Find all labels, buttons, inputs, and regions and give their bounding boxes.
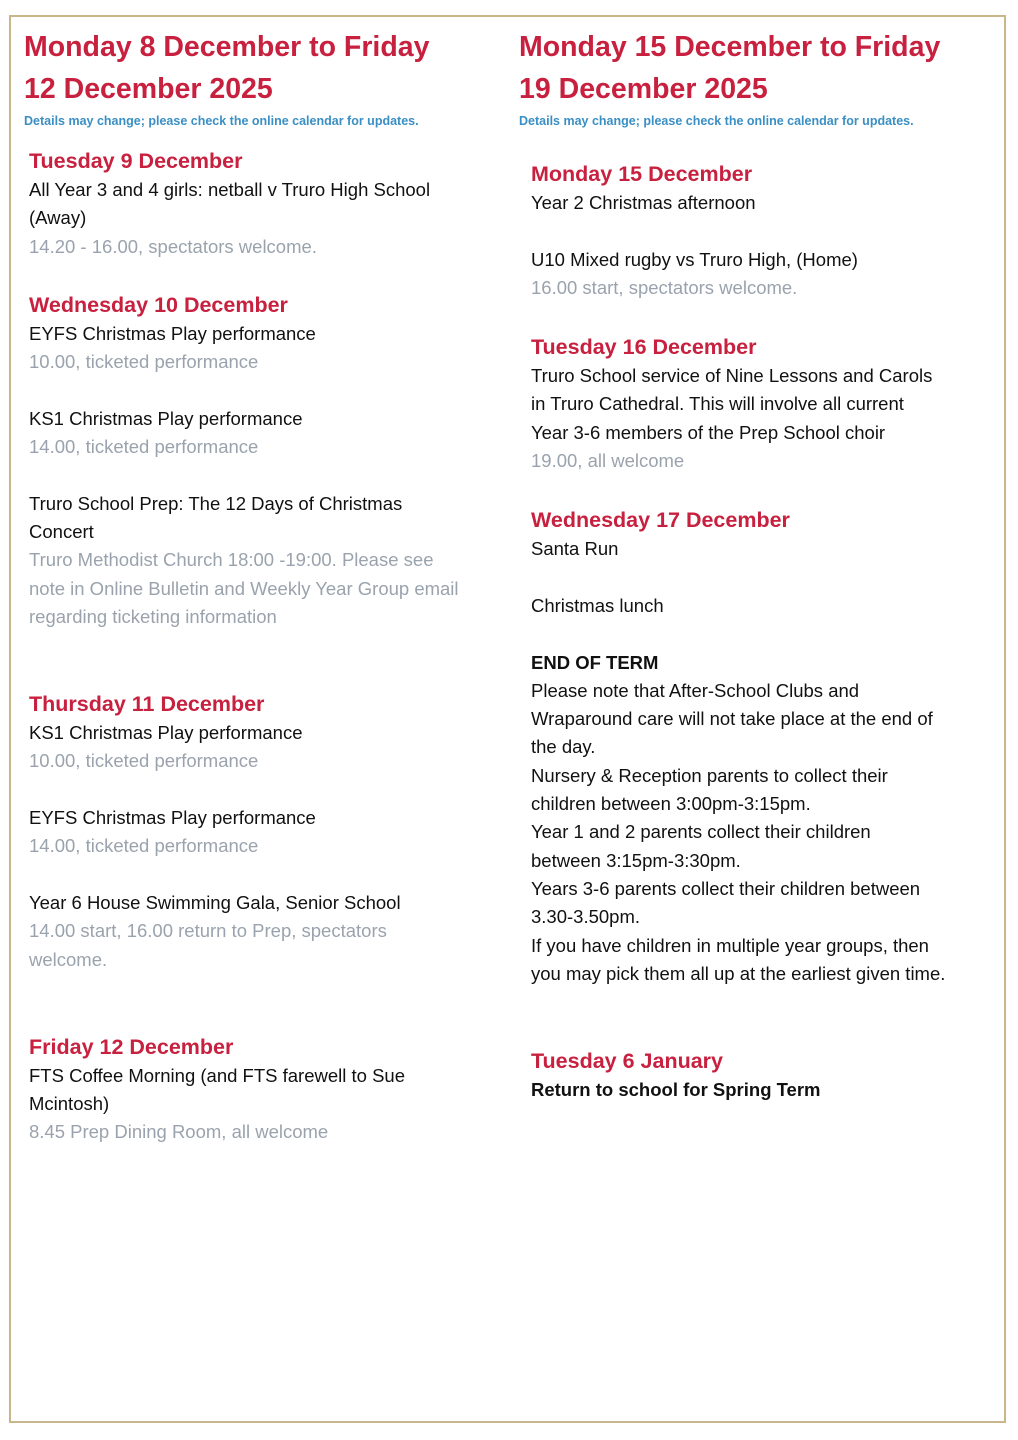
week-title-line: Monday 8 December to Friday	[24, 31, 430, 63]
notice-line: 3.30-3.50pm.	[531, 906, 641, 928]
event-title: U10 Mixed rugby vs Truro High, (Home)	[531, 248, 858, 270]
event-title: Santa Run	[531, 538, 619, 560]
day-thursday-11	[29, 689, 509, 974]
event-detail: 19.00, all welcome	[531, 450, 685, 472]
week-column-1	[24, 27, 509, 1147]
week-title	[519, 27, 999, 110]
event-detail-line: note in Online Bulletin and Weekly Year Group email	[29, 577, 459, 599]
notice-line: Nursery & Reception parents to collect their	[531, 764, 888, 786]
event-detail: 10.00, ticketed performance	[29, 750, 259, 772]
notice-line: Wraparound care will not take place at the end of	[531, 708, 933, 730]
event-title-line: (Away)	[29, 207, 87, 229]
week-title-line: 12 December 2025	[24, 72, 273, 105]
day-heading: Tuesday 9 December	[29, 149, 243, 173]
event-detail-line: regarding ticketing information	[29, 605, 277, 627]
day-friday-12	[29, 1032, 509, 1147]
event-detail: 16.00 start, spectators welcome.	[531, 276, 798, 298]
day-heading: Monday 15 December	[531, 162, 753, 186]
notice-line: Year 1 and 2 parents collect their children	[531, 821, 871, 843]
day-tuesday-6-january	[531, 1046, 999, 1104]
event-detail	[29, 917, 509, 974]
event-detail-line: welcome.	[29, 948, 108, 970]
week-title-line: 19 December 2025	[519, 72, 768, 105]
event-title-line: Truro School Prep: The 12 Days of Christmas	[29, 492, 403, 514]
event-title-line: Concert	[29, 520, 94, 542]
event-title-line: Mcintosh)	[29, 1093, 110, 1115]
day-heading: Wednesday 10 December	[29, 292, 288, 317]
event-title: KS1 Christmas Play performance	[29, 722, 303, 744]
event-title	[29, 490, 509, 547]
day-heading: Friday 12 December	[29, 1034, 234, 1059]
day-tuesday-9	[29, 146, 509, 261]
disclaimer: Details may change; please check the online calendar for updates.	[24, 114, 419, 128]
event-detail-line: Truro Methodist Church 18:00 -19:00. Please see	[29, 549, 434, 571]
week-column-2	[519, 27, 999, 1104]
notice-line: between 3:15pm-3:30pm.	[531, 849, 741, 871]
event-detail: 10.00, ticketed performance	[29, 351, 259, 373]
week-title-line: Monday 15 December to Friday	[519, 31, 941, 63]
event-title: KS1 Christmas Play performance	[29, 407, 303, 429]
return-notice: Return to school for Spring Term	[531, 1079, 821, 1101]
notice-line: children between 3:00pm-3:15pm.	[531, 793, 811, 815]
event-detail: 14.00, ticketed performance	[29, 436, 259, 458]
day-heading: Tuesday 16 December	[531, 335, 757, 360]
disclaimer: Details may change; please check the online calendar for updates.	[519, 114, 914, 128]
day-heading: Tuesday 6 January	[531, 1049, 723, 1074]
end-of-term-heading: END OF TERM	[531, 651, 659, 673]
event-title: Christmas lunch	[531, 594, 664, 616]
day-heading: Thursday 11 December	[29, 692, 265, 717]
week-title	[24, 27, 509, 110]
event-title	[531, 362, 999, 447]
event-title: Year 2 Christmas afternoon	[531, 192, 756, 213]
notice-line: If you have children in multiple year groups, then	[531, 934, 929, 956]
notice-line: you may pick them all up at the earliest given time.	[531, 962, 946, 984]
event-title-line: Truro School service of Nine Lessons and Carols	[531, 365, 933, 387]
event-title: EYFS Christmas Play performance	[29, 322, 316, 344]
event-detail-line: 14.00 start, 16.00 return to Prep, spectators	[29, 920, 387, 942]
day-heading: Wednesday 17 December	[531, 508, 790, 533]
day-monday-15	[531, 159, 999, 302]
day-wednesday-10	[29, 290, 509, 631]
end-of-term-notice	[531, 677, 999, 988]
event-title: EYFS Christmas Play performance	[29, 807, 316, 829]
event-detail: 8.45 Prep Dining Room, all welcome	[29, 1121, 329, 1143]
event-title-line: in Truro Cathedral. This will involve all current	[531, 393, 904, 415]
day-wednesday-17	[531, 505, 999, 988]
notice-line: the day.	[531, 736, 596, 758]
event-detail: 14.20 - 16.00, spectators welcome.	[29, 235, 317, 257]
event-title	[29, 176, 509, 233]
notice-line: Please note that After-School Clubs and	[531, 679, 860, 701]
event-title-line: Year 3-6 members of the Prep School choir	[531, 421, 886, 443]
event-detail	[29, 546, 509, 631]
event-detail: 14.00, ticketed performance	[29, 835, 259, 857]
event-title-line: FTS Coffee Morning (and FTS farewell to Sue	[29, 1064, 405, 1086]
event-title: Year 6 House Swimming Gala, Senior School	[29, 891, 401, 913]
event-title-line: All Year 3 and 4 girls: netball v Truro High School	[29, 179, 431, 200]
event-title	[29, 1062, 509, 1119]
notice-line: Years 3-6 parents collect their children between	[531, 877, 921, 899]
day-tuesday-16	[531, 332, 999, 475]
